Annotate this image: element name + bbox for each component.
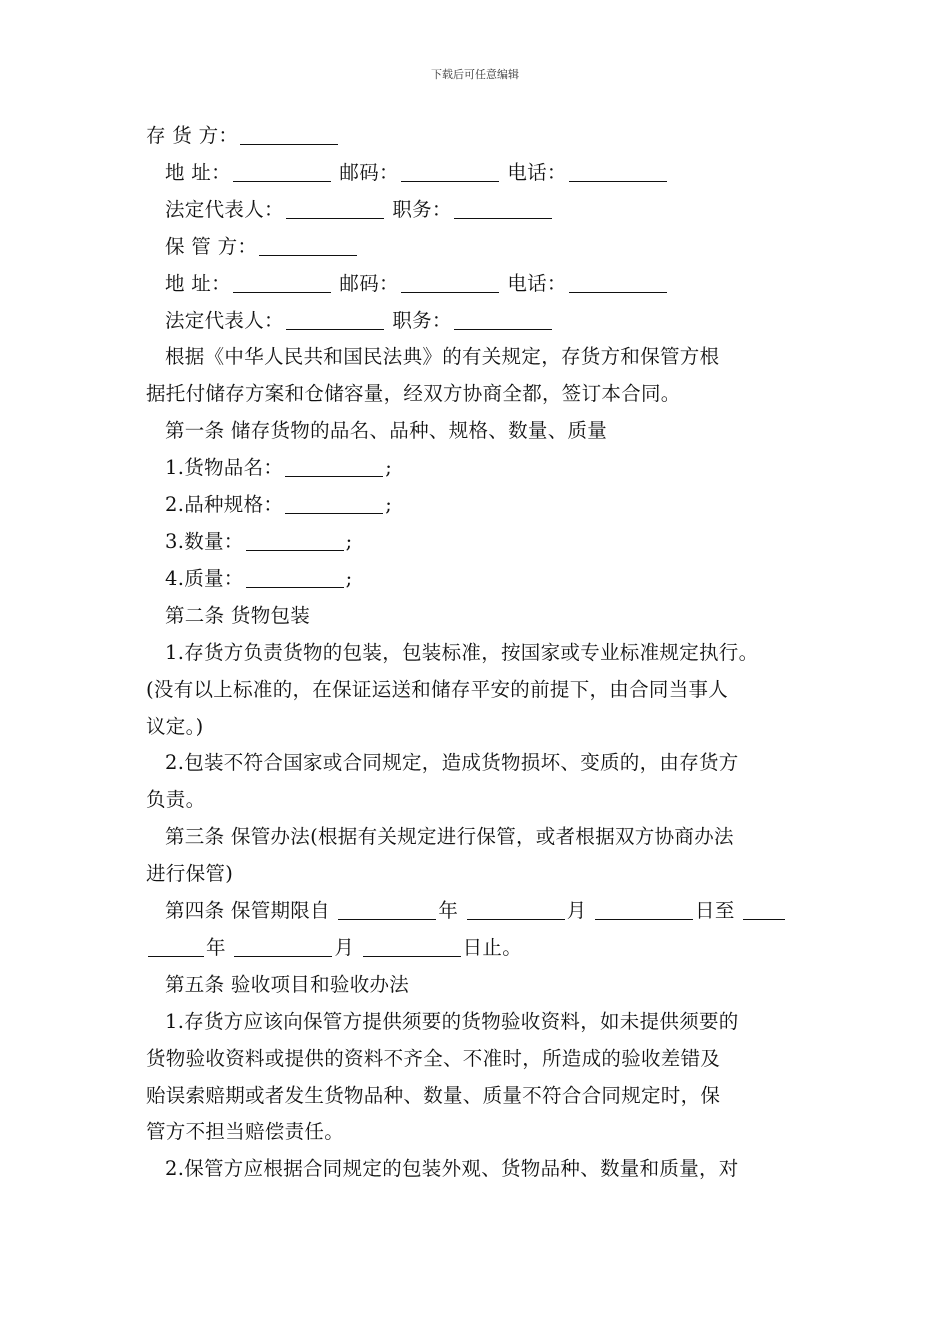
article-5-title: 第五条 验收项目和验收办法 — [165, 972, 410, 996]
article-3-line-2: 进行保管) — [146, 862, 234, 886]
page-header: 下载后可任意编辑 — [431, 68, 519, 81]
article-1-item-4 — [146, 561, 816, 598]
party-a-address-line — [146, 155, 816, 192]
party-b-rep-line — [146, 303, 816, 340]
position-blank[interactable] — [454, 217, 552, 219]
start-month-blank[interactable] — [467, 918, 565, 920]
position-label: 职务： — [392, 308, 452, 332]
phone-blank[interactable] — [569, 180, 667, 182]
month-label: 月 — [566, 899, 594, 923]
start-day-blank[interactable] — [595, 918, 693, 920]
party-a-rep-line — [146, 192, 816, 229]
article-4-line-1 — [146, 893, 816, 930]
month-label: 月 — [334, 935, 361, 959]
day-to-label: 日至 — [695, 899, 742, 923]
item-end: ; — [345, 566, 353, 590]
legal-rep-label: 法定代表人： — [165, 308, 284, 332]
address-blank[interactable] — [233, 180, 331, 182]
article-1-item-2 — [146, 487, 816, 524]
article-5-p1-line-1: 1.存货方应该向保管方提供须要的货物验收资料，如未提供须要的 — [165, 1009, 739, 1033]
item-label: 4.质量： — [165, 566, 244, 590]
postcode-label: 邮码： — [339, 271, 399, 295]
blank-field[interactable] — [259, 254, 357, 256]
phone-blank[interactable] — [569, 291, 667, 293]
article-4-prefix: 第四条 保管期限自 — [165, 899, 337, 923]
position-label: 职务： — [392, 197, 452, 221]
postcode-blank[interactable] — [401, 291, 499, 293]
article-5-p1-line-4: 管方不担当赔偿责任。 — [146, 1120, 345, 1144]
position-blank[interactable] — [454, 328, 552, 330]
end-month-blank[interactable] — [234, 955, 332, 957]
item-blank[interactable] — [285, 475, 383, 477]
article-5-p1-line-2: 货物验收资料或提供的资料不齐全、不准时，所造成的验收差错及 — [146, 1046, 721, 1070]
party-a-title: 存 货 方： — [146, 124, 239, 147]
item-label: 2.品种规格： — [165, 493, 284, 517]
party-b-title: 保 管 方： — [165, 234, 258, 258]
party-b-address-line — [146, 266, 816, 303]
item-label: 1.货物品名： — [165, 456, 284, 480]
postcode-blank[interactable] — [401, 180, 499, 182]
address-label: 地 址： — [165, 160, 231, 184]
article-5-p2-line-1: 2.保管方应根据合同规定的包装外观、货物品种、数量和质量，对 — [165, 1157, 739, 1181]
year-label: 年 — [438, 899, 465, 923]
start-year-blank[interactable] — [338, 918, 436, 920]
item-blank[interactable] — [285, 512, 383, 514]
item-label: 3.数量： — [165, 529, 244, 553]
article-2-p1-line-2: (没有以上标准的，在保证运送和储存平安的前提下，由合同当事人 — [146, 677, 729, 701]
year-label: 年 — [206, 935, 233, 959]
article-2-p1-line-1: 1.存货方负责货物的包装，包装标准，按国家或专业标准规定执行。 — [165, 640, 759, 664]
legal-rep-blank[interactable] — [286, 328, 384, 330]
article-2-p2-line-1: 2.包装不符合国家或合同规定，造成货物损坏、变质的，由存货方 — [165, 751, 739, 775]
party-b-title-line — [146, 229, 816, 266]
day-end-label: 日止。 — [462, 935, 523, 959]
address-blank[interactable] — [233, 291, 331, 293]
article-2-title: 第二条 货物包装 — [165, 603, 311, 627]
article-2-p2-line-2: 负责。 — [146, 788, 206, 812]
article-1-item-3 — [146, 524, 816, 561]
legal-rep-label: 法定代表人： — [165, 197, 284, 221]
end-year-blank[interactable] — [743, 918, 785, 920]
end-year-blank-cont[interactable] — [148, 955, 204, 957]
phone-label: 电话： — [507, 271, 567, 295]
legal-rep-blank[interactable] — [286, 217, 384, 219]
item-end: ; — [345, 529, 353, 553]
article-1-title: 第一条 储存货物的品名、品种、规格、数量、质量 — [165, 419, 608, 443]
article-4-line-2 — [146, 930, 816, 967]
party-a-title-line — [146, 118, 816, 155]
article-1-item-1 — [146, 450, 816, 487]
article-2-p1-line-3: 议定。) — [146, 714, 204, 738]
item-end: ; — [385, 456, 393, 480]
article-5-p1-line-3: 贻误索赔期或者发生货物品种、数量、质量不符合合同规定时，保 — [146, 1083, 721, 1107]
item-blank[interactable] — [246, 549, 344, 551]
preamble-line-2: 据托付储存方案和仓储容量，经双方协商全都，签订本合同。 — [146, 382, 681, 406]
blank-field[interactable] — [240, 143, 338, 145]
preamble-line-1: 根据《中华人民共和国民法典》的有关规定，存货方和保管方根 — [165, 345, 720, 369]
phone-label: 电话： — [507, 160, 567, 184]
end-day-blank[interactable] — [363, 955, 461, 957]
contract-body — [146, 118, 816, 1188]
postcode-label: 邮码： — [339, 160, 399, 184]
article-3-line-1: 第三条 保管办法(根据有关规定进行保管，或者根据双方协商办法 — [165, 825, 734, 849]
address-label: 地 址： — [165, 271, 231, 295]
item-end: ; — [385, 493, 393, 517]
item-blank[interactable] — [246, 586, 344, 588]
